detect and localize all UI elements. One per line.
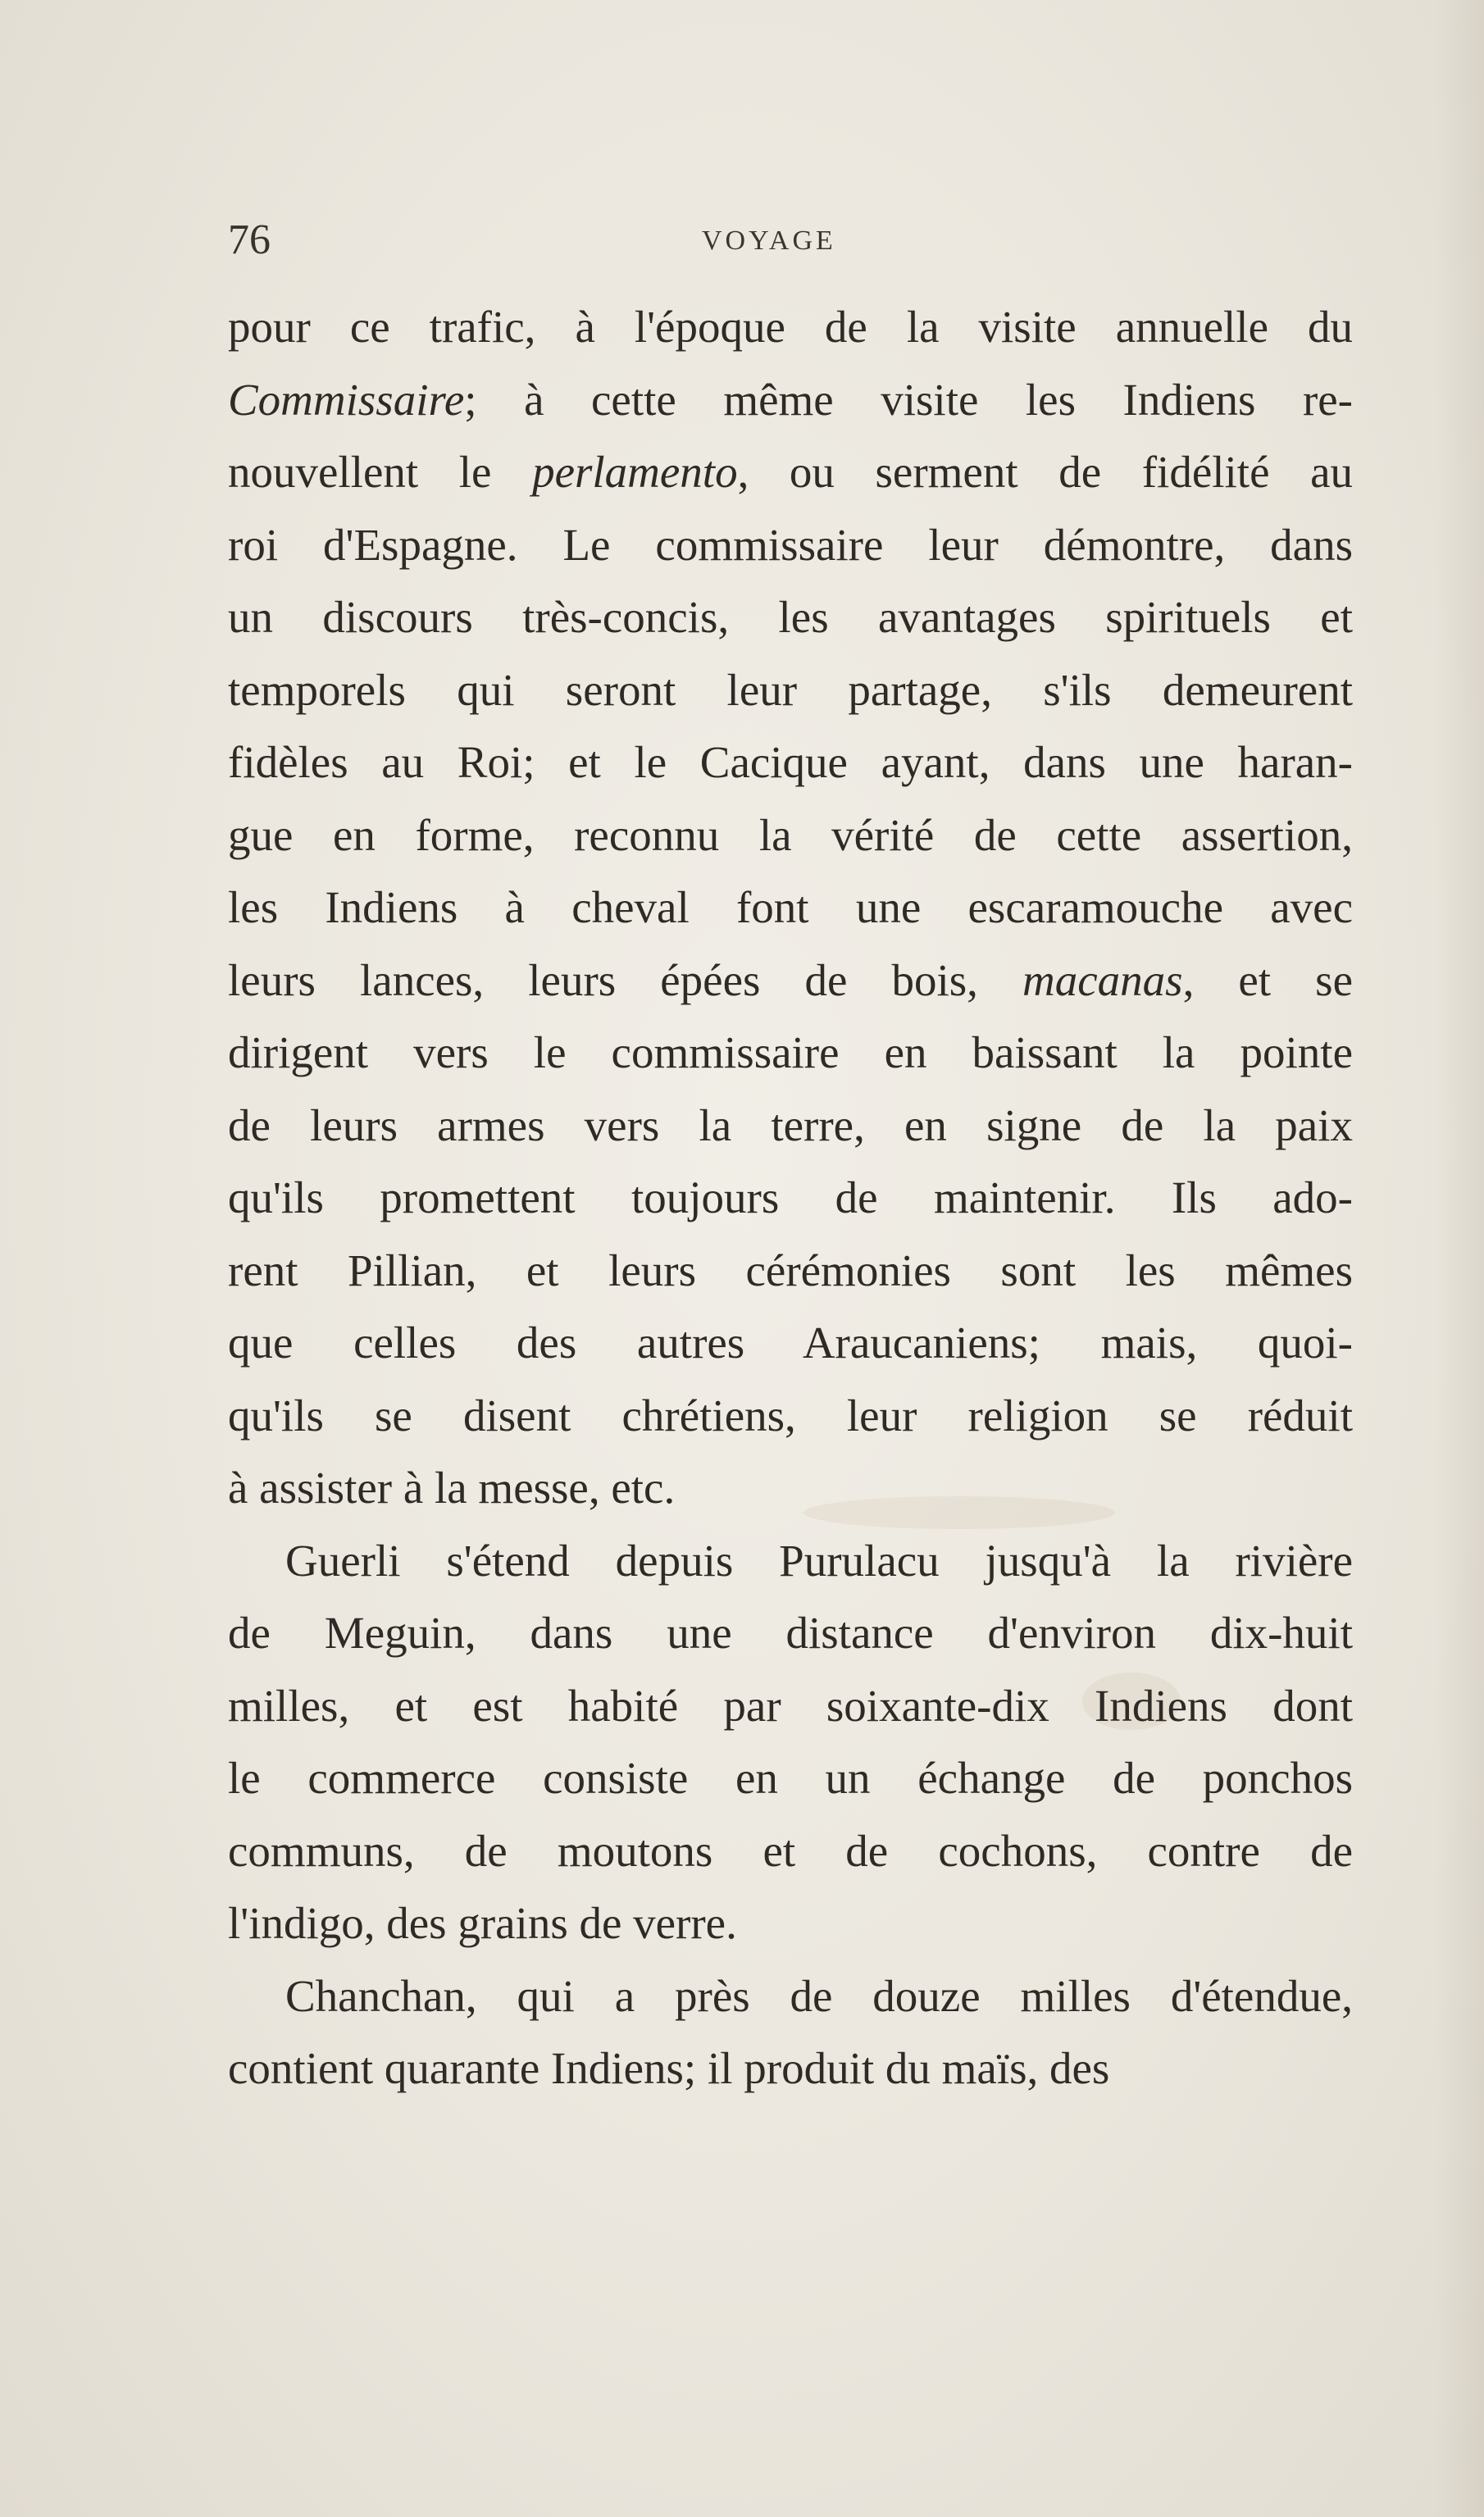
text-segment: roi d'Espagne. Le commissaire leur démontre, dans bbox=[228, 519, 1353, 570]
text-line bbox=[228, 1017, 1353, 1090]
text-segment: communs, de moutons et de cochons, contre de bbox=[228, 1825, 1353, 1876]
text-line bbox=[228, 1452, 1353, 1525]
body-text bbox=[228, 291, 1353, 2105]
text-line bbox=[228, 509, 1353, 582]
text-segment: qu'ils promettent toujours de maintenir. Ils ado- bbox=[228, 1172, 1353, 1222]
text-segment: que celles des autres Araucaniens; mais, quoi- bbox=[228, 1318, 1353, 1368]
text-line bbox=[228, 2032, 1353, 2105]
text-segment: Guerli s'étend depuis Purulacu jusqu'à la rivière bbox=[285, 1535, 1353, 1586]
italic-text: perlamento bbox=[532, 447, 738, 497]
text-line bbox=[228, 581, 1353, 654]
text-segment: milles, et est habité par soixante-dix Indiens dont bbox=[228, 1680, 1353, 1731]
text-segment: l'indigo, des grains de verre. bbox=[228, 1898, 737, 1948]
text-segment: les Indiens à cheval font une escaramouche avec bbox=[228, 882, 1353, 932]
text-segment: contient quarante Indiens; il produit du maïs, des bbox=[228, 2043, 1110, 2093]
text-segment: de leurs armes vers la terre, en signe de la paix bbox=[228, 1099, 1353, 1150]
text-segment: rent Pillian, et leurs cérémonies sont les mêmes bbox=[228, 1245, 1353, 1295]
text-segment: ; à cette même visite les Indiens re- bbox=[464, 374, 1353, 425]
text-segment: nouvellent le bbox=[228, 447, 533, 497]
text-segment: le commerce consiste en un échange de ponchos bbox=[228, 1753, 1353, 1803]
text-line bbox=[228, 1380, 1353, 1453]
paragraph bbox=[228, 1960, 1353, 2105]
paragraph bbox=[228, 291, 1353, 1525]
text-segment: qu'ils se disent chrétiens, leur religion se réduit bbox=[228, 1390, 1353, 1441]
page-edge-shadow bbox=[1435, 0, 1484, 2517]
text-line bbox=[228, 872, 1353, 944]
italic-text: Commissaire bbox=[228, 374, 465, 425]
text-segment: fidèles au Roi; et le Cacique ayant, dans une haran- bbox=[228, 737, 1353, 787]
text-line bbox=[228, 654, 1353, 727]
text-line bbox=[228, 1960, 1353, 2033]
text-segment: temporels qui seront leur partage, s'ils demeurent bbox=[228, 664, 1353, 715]
text-segment: un discours très-concis, les avantages spirituels et bbox=[228, 592, 1353, 642]
text-line bbox=[228, 1235, 1353, 1308]
text-segment: , et se bbox=[1182, 954, 1353, 1005]
running-head: VOYAGE bbox=[702, 225, 836, 256]
page-header bbox=[228, 212, 1353, 269]
text-segment: pour ce trafic, à l'époque de la visite annuelle du bbox=[228, 302, 1353, 352]
text-line bbox=[228, 1090, 1353, 1163]
text-segment: de Meguin, dans une distance d'environ dix-huit bbox=[228, 1608, 1353, 1658]
italic-text: macanas bbox=[1022, 954, 1183, 1005]
text-segment: dirigent vers le commissaire en baissant la pointe bbox=[228, 1027, 1353, 1077]
text-line bbox=[228, 1307, 1353, 1380]
text-line bbox=[228, 364, 1353, 437]
text-segment: leurs lances, leurs épées de bois, bbox=[228, 954, 1023, 1005]
text-line bbox=[228, 799, 1353, 872]
text-line bbox=[228, 1597, 1353, 1670]
text-line bbox=[228, 1525, 1353, 1598]
text-segment: gue en forme, reconnu la vérité de cette assertion, bbox=[228, 809, 1353, 860]
text-segment: , ou serment de fidélité au bbox=[737, 447, 1353, 497]
paragraph bbox=[228, 1525, 1353, 1960]
page-number: 76 bbox=[228, 216, 271, 263]
text-line bbox=[228, 1162, 1353, 1235]
text-line bbox=[228, 1887, 1353, 1960]
text-line bbox=[228, 944, 1353, 1017]
text-segment: à assister à la messe, etc. bbox=[228, 1463, 676, 1513]
text-segment: Chanchan, qui a près de douze milles d'étendue, bbox=[285, 1970, 1353, 2021]
text-line bbox=[228, 291, 1353, 364]
text-line bbox=[228, 1742, 1353, 1815]
text-line bbox=[228, 436, 1353, 509]
text-line bbox=[228, 726, 1353, 799]
text-line bbox=[228, 1815, 1353, 1888]
text-line bbox=[228, 1670, 1353, 1743]
